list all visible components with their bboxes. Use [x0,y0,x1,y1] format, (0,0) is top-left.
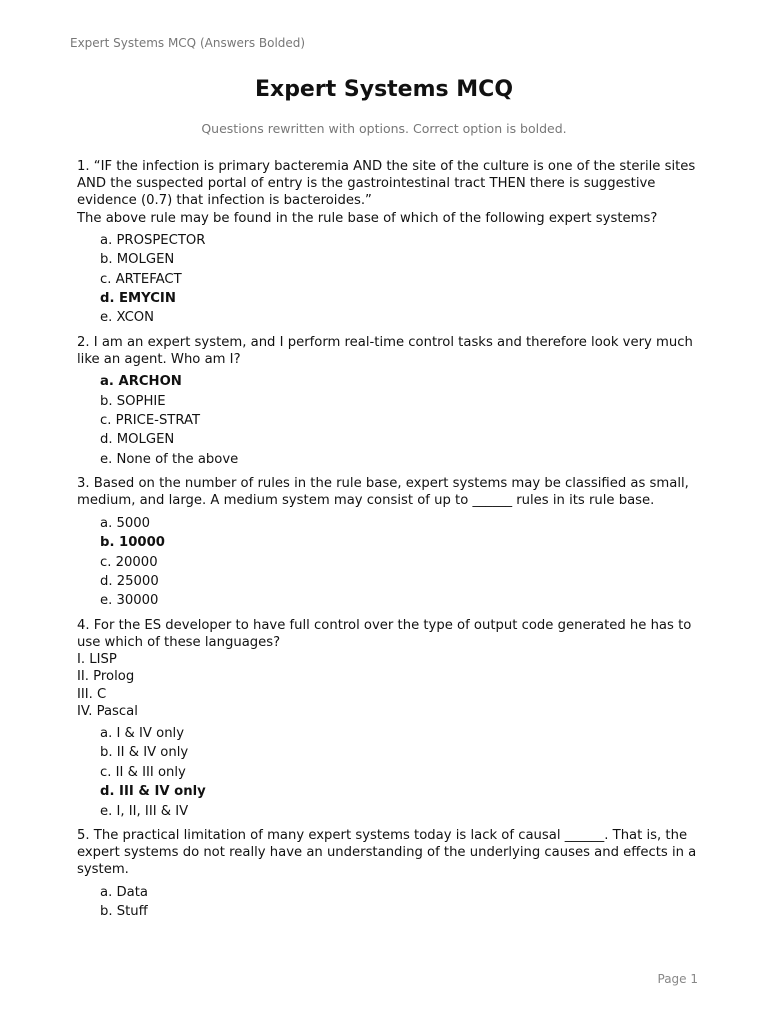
question-line: 4. For the ES developer to have full control over the type of output code generated he has to use which of these languages? [77,617,692,650]
option: d. MOLGEN [100,432,175,448]
option: b. MOLGEN [100,252,175,268]
option: b. II & IV only [100,745,189,761]
question-line: 1. “IF the infection is primary bacteremia AND the site of the culture is one of the sterile sites AND the suspected portal of entry is the gastrointestinal tract THEN there is suggestive evidence (0.7) that infection is bacteroides.” [77,159,696,209]
question-text [77,334,697,368]
option-list [100,372,697,469]
option: e. XCON [100,310,155,326]
question-text [77,475,697,509]
question-line: 2. I am an expert system, and I perform real-time control tasks and therefore look very much like an agent. Who am I? [77,334,693,368]
option: e. I, II, III & IV [100,803,189,819]
page-number: Page 1 [657,972,698,986]
option: a. 5000 [100,515,151,531]
option: e. 30000 [100,593,159,609]
question-1 [77,158,697,328]
option: e. None of the above [100,451,239,467]
correct-option: a. ARCHON [100,374,182,390]
question-2 [77,334,697,469]
option-list [100,883,697,922]
question-line: 3. Based on the number of rules in the rule base, expert systems may be classified as small, medium, and large. A medium system may consist of up to ______ rules in its rule base. [77,476,689,509]
option: c. ARTEFACT [100,271,182,287]
question-text [77,617,697,720]
option: a. Data [100,884,148,900]
question-4 [77,617,697,821]
option: a. I & IV only [100,725,185,741]
option: b. Stuff [100,903,148,919]
page-title: Expert Systems MCQ [254,77,514,102]
question-line: II. Prolog [77,669,135,685]
correct-option: d. EMYCIN [100,291,176,307]
question-line: 5. The practical limitation of many expert systems today is lack of causal ______. That is, the expert systems do not really have an understanding of the underlying causes and effects in a system. [77,827,697,878]
question-5 [77,827,697,921]
correct-option: b. 10000 [100,535,165,551]
question-text [77,158,697,227]
question-line: I. LISP [77,652,117,668]
option: b. SOPHIE [100,393,166,409]
option: c. 20000 [100,554,158,570]
question-line: III. C [77,686,107,702]
option: c. PRICE-STRAT [100,413,201,429]
page-subtitle: Questions rewritten with options. Correct option is bolded. [201,121,567,136]
option: c. II & III only [100,764,186,780]
option-list [100,514,697,611]
question-list [77,158,697,927]
question-3 [77,475,697,610]
question-line: The above rule may be found in the rule base of which of the following expert systems? [77,210,658,226]
option: a. PROSPECTOR [100,232,206,248]
option-list [100,231,697,328]
running-header: Expert Systems MCQ (Answers Bolded) [70,36,306,50]
correct-option: d. III & IV only [100,784,206,800]
question-line: IV. Pascal [77,703,138,719]
option-list [100,724,697,821]
option: d. 25000 [100,573,159,589]
question-text [77,827,697,879]
